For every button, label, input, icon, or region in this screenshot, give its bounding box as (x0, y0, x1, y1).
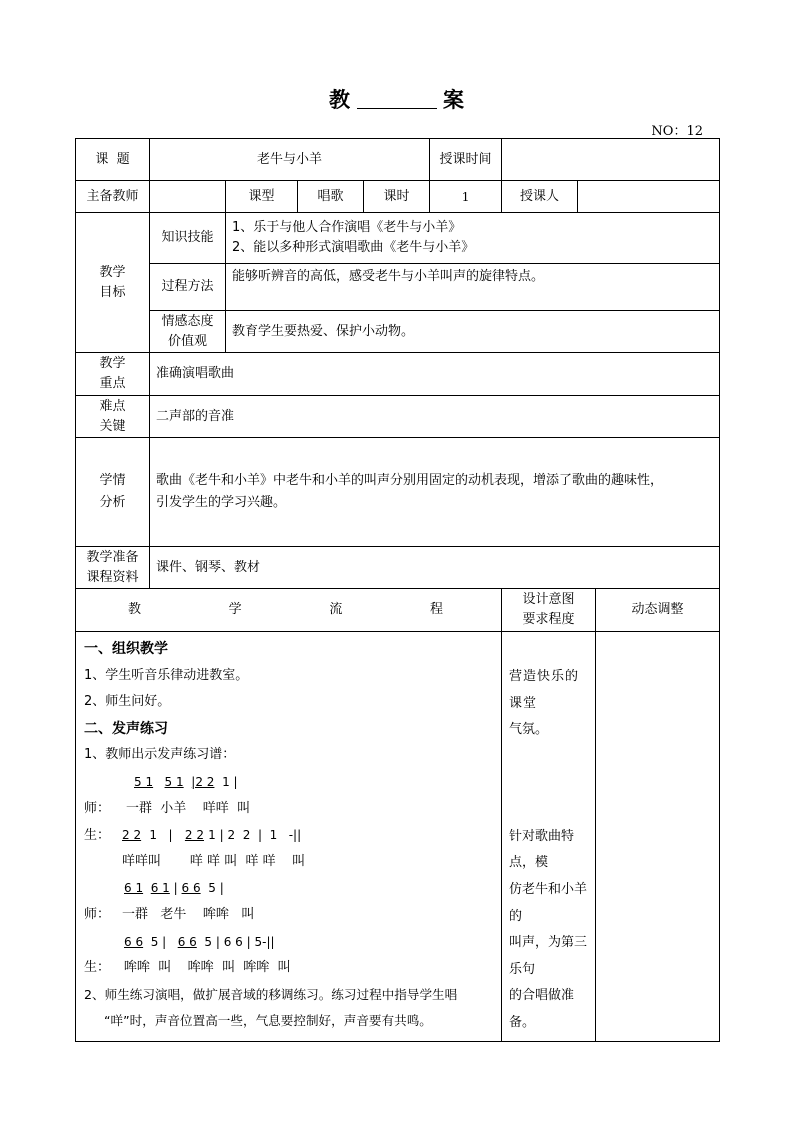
flow-body-row (76, 632, 720, 1042)
emotion-label-line2: 价值观 (167, 333, 207, 349)
note-group: 1 | (222, 774, 238, 789)
teacher-value[interactable] (150, 181, 226, 213)
difficulty-row (76, 396, 720, 438)
topic-row (76, 139, 720, 181)
notation-line3 (84, 875, 495, 902)
goals-label-line2: 目标 (99, 284, 126, 300)
flow-header-c4: 程 (429, 602, 443, 617)
design-note2 (509, 824, 589, 1037)
analysis-row (76, 438, 720, 547)
prep-value: 课件、钢琴、教材 (150, 547, 720, 589)
analysis-line2: 引发学生的学习兴趣。 (156, 495, 287, 510)
section2-line1: 1、教师出示发声练习谱： (84, 747, 236, 763)
difficulty-label-line1: 难点 (99, 398, 126, 414)
analysis-label (76, 438, 150, 547)
type-label: 课型 (226, 181, 298, 213)
prep-label-line1: 教学准备 (86, 549, 139, 565)
lyric-text: 一群 老牛 哞哞 叫 (122, 906, 255, 922)
focus-row (76, 353, 720, 396)
goal-knowledge-row (76, 213, 720, 264)
note-group: 1 | 2 2 | 1 -|| (208, 828, 302, 843)
student-notation-line1 (84, 822, 495, 849)
analysis-value (150, 438, 720, 547)
note-group: 2 2 (122, 828, 142, 843)
lecturer-label: 授课人 (502, 181, 578, 213)
design-note1 (509, 636, 589, 744)
section2-line3 (84, 1008, 495, 1035)
lyric-text: 一群 小羊 咩咩 叫 (126, 800, 251, 816)
note-group: 5 1 (134, 774, 154, 789)
student-lyric-line2 (84, 955, 495, 982)
flow-header-row (76, 589, 720, 632)
goals-label-line1: 教学 (99, 264, 126, 280)
topic-value: 老牛与小羊 (150, 139, 430, 181)
notation-line1 (84, 769, 495, 796)
student-label: 生： (84, 960, 111, 976)
knowledge-value (226, 213, 720, 264)
design-note2-line2: 仿老牛和小羊的 (509, 881, 588, 924)
teacher-lyric-line1 (84, 796, 495, 823)
flow-header-c3: 流 (329, 602, 343, 617)
knowledge-line1: 1、乐于与他人合作演唱《老牛与小羊》 (232, 220, 462, 235)
note-group: |2 2 (191, 774, 215, 789)
note-group: 5 1 (164, 774, 184, 789)
section1-line2: 2、师生问好。 (84, 694, 171, 710)
note-group: 5 | (150, 934, 167, 949)
title-right: 案 (443, 87, 465, 112)
design-header (502, 589, 596, 632)
goal-process-row (76, 264, 720, 311)
teacher-label: 师： (84, 800, 111, 816)
focus-value: 准确演唱歌曲 (150, 353, 720, 396)
note-group: 5 | (208, 881, 224, 896)
flow-header-c2: 学 (228, 602, 242, 617)
note-group: 6 6 (124, 934, 144, 949)
emotion-label (150, 311, 226, 353)
difficulty-label-line2: 关键 (99, 418, 126, 434)
note-group: 6 1 (124, 881, 144, 896)
teacher-label: 主备教师 (76, 181, 150, 213)
design-header-line2: 要求程度 (522, 612, 575, 627)
focus-label (76, 353, 150, 396)
analysis-label-line1: 学情 (99, 473, 126, 488)
note-group: | (173, 881, 178, 896)
hours-value: 1 (430, 181, 502, 213)
emotion-value: 教育学生要热爱、保护小动物。 (226, 311, 720, 353)
section1-title: 一、组织教学 (84, 641, 168, 657)
knowledge-line2: 2、能以多种形式演唱歌曲《老牛与小羊》 (232, 240, 475, 255)
student-lyric-line1 (84, 849, 495, 876)
title-left: 教 (329, 87, 351, 112)
flow-header-title (76, 589, 502, 632)
teacher-row (76, 181, 720, 213)
document-number: NO：12 (651, 124, 703, 139)
adjust-notes[interactable] (596, 632, 720, 1042)
design-note2-line4: 的合唱做准备。 (509, 988, 575, 1030)
note-group: 2 2 (184, 828, 204, 843)
type-value: 唱歌 (298, 181, 364, 213)
knowledge-label: 知识技能 (150, 213, 226, 264)
note-group: 1 | (149, 828, 173, 843)
time-label: 授课时间 (430, 139, 502, 181)
note-group: 6 6 (177, 934, 197, 949)
section2-line2: 2、师生练习演唱，做扩展音域的移调练习。练习过程中指导学生唱 (84, 986, 458, 1002)
lecturer-value[interactable] (578, 181, 720, 213)
emotion-label-line1: 情感态度 (161, 313, 214, 329)
lyric-text: 咩咩叫 咩 咩 叫 咩 咩 叫 (122, 853, 306, 869)
difficulty-label (76, 396, 150, 438)
goals-label (76, 213, 150, 353)
note-group: 5 | 6 6 | 5-|| (204, 934, 275, 949)
focus-label-line1: 教学 (99, 356, 126, 371)
note-group: 6 1 (150, 881, 170, 896)
lesson-plan-table (75, 138, 720, 1042)
design-note1-line2: 气氛。 (509, 722, 549, 738)
notation-line4 (84, 929, 495, 956)
title-underline (357, 90, 437, 109)
adjust-header: 动态调整 (596, 589, 720, 632)
analysis-line1: 歌曲《老牛和小羊》中老牛和小羊的叫声分别用固定的动机表现，增添了歌曲的趣味性， (156, 473, 664, 488)
section2-line3-text: “咩”时，声音位置高一些，气息要控制好，声音要有共鸣。 (104, 1013, 432, 1029)
section1-line1: 1、学生听音乐律动进教室。 (84, 667, 249, 683)
process-value: 能够听辨音的高低，感受老牛与小羊叫声的旋律特点。 (226, 264, 720, 311)
section2-title: 二、发声练习 (84, 720, 168, 737)
process-label: 过程方法 (150, 264, 226, 311)
design-header-line1: 设计意图 (522, 592, 575, 607)
time-value[interactable] (502, 139, 720, 181)
focus-label-line2: 重点 (99, 376, 126, 391)
lyric-text: 哞哞 叫 哞哞 叫 哞哞 叫 (124, 960, 291, 976)
analysis-label-line2: 分析 (99, 495, 126, 510)
prep-row (76, 547, 720, 589)
page-title (0, 84, 794, 114)
prep-label (76, 547, 150, 589)
design-note2-line3: 叫声，为第三乐句 (509, 935, 588, 977)
topic-label: 课 题 (76, 139, 150, 181)
student-label: 生： (84, 828, 111, 844)
prep-label-line2: 课程资料 (86, 569, 139, 585)
note-group: 6 6 (181, 881, 201, 896)
goal-emotion-row (76, 311, 720, 353)
hours-label: 课时 (364, 181, 430, 213)
design-notes (502, 632, 596, 1042)
flow-header-c1: 教 (128, 602, 142, 617)
teacher-lyric-line2 (84, 902, 495, 929)
difficulty-value: 二声部的音准 (150, 396, 720, 438)
design-note1-line1: 营造快乐的课堂 (509, 669, 580, 711)
teacher-label: 师： (84, 906, 111, 922)
flow-content (76, 632, 502, 1042)
design-note2-line1: 针对歌曲特点，模 (509, 828, 575, 871)
